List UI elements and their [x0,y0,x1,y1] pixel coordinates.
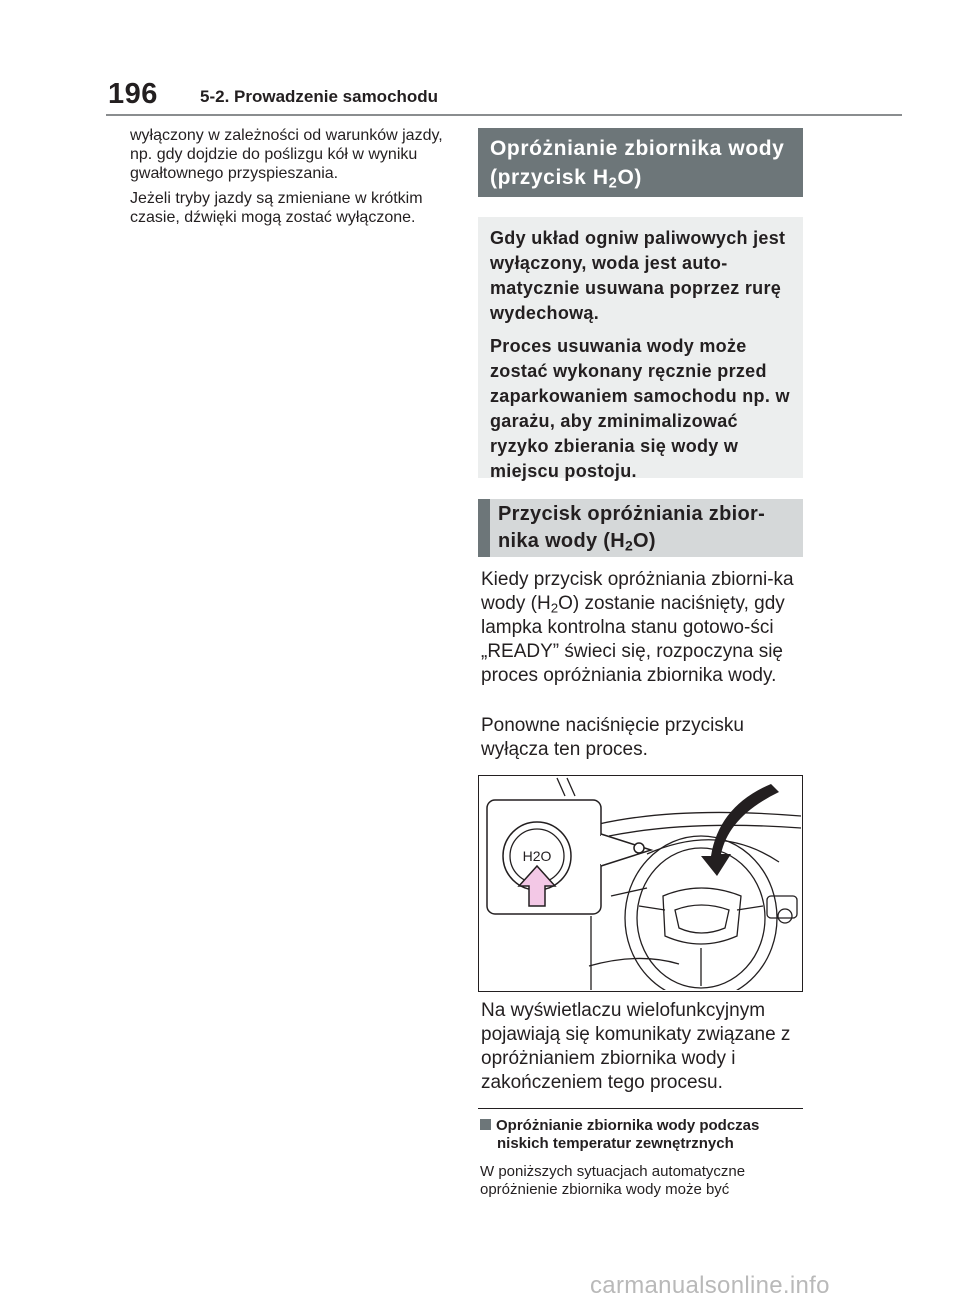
header-rule [106,114,902,116]
body-paragraph-2: Ponowne naciśnięcie przycisku wyłącza ten proces. [481,715,744,760]
left-paragraph-2: Jeżeli tryby jazdy są zmieniane w krótkim czasie, dźwięki mogą zostać wyłączone. [130,190,423,226]
note-title-line-1: Opróżnianie zbiornika wody podczas [496,1117,760,1134]
page-number: 196 [108,78,158,110]
body-paragraph-1-rest: O) zostanie naciśnięty, gdy lampka kontrolna stanu gotowo-ści „READY” świeci się, rozpoczyna się proces opróżniania zbiornika wody. [481,593,785,686]
body-paragraph-1 [481,568,803,688]
section-title: 5-2. Prowadzenie samochodu [200,87,439,106]
summary-paragraph-1: Gdy układ ogniw paliwowych jest wyłączony, woda jest auto-matycznie usuwana poprzez rurę wydechową. [490,228,786,323]
body-paragraph-1-subscript: 2 [550,600,559,616]
summary-box [478,217,803,481]
button-label: H2O [522,848,552,864]
body-paragraph-1-text: Kiedy przycisk opróżniania zbiorni-ka wody (H [481,569,794,614]
note-text: W poniższych sytuacjach automatyczne opróżnienie zbiornika wody może być [480,1163,746,1198]
main-heading-text: Opróżnianie zbiornika wody (przycisk H [490,137,785,189]
watermark: carmanualsonline.info [590,1272,830,1299]
main-heading-subscript: 2 [608,175,618,192]
body-paragraph-3: Na wyświetlaczu wielofunkcyjnym pojawiają się komunikaty związane z opróżnianiem zbiornika wody i zakończeniem tego procesu. [481,1000,791,1093]
main-heading-suffix: O) [617,166,642,189]
note-rule [478,1108,803,1109]
sub-heading-suffix: O) [633,530,656,552]
sub-heading [478,499,803,557]
bullet-square-icon [480,1119,491,1130]
sub-heading-subscript: 2 [624,537,634,554]
left-column [130,126,448,233]
left-paragraph-1: wyłączony w zależności od warunków jazdy, np. gdy dojdzie do poślizgu kół w wyniku gwałtownego przyspieszania. [130,127,443,182]
sub-heading-text: Przycisk opróżniania zbior-nika wody (H [498,503,766,552]
main-heading [478,128,803,197]
summary-paragraph-2: Proces usuwania wody może zostać wykonany ręcznie przed zaparkowaniem samochodu np. w garażu, aby zminimalizować ryzyko zbierania się wody w miejscu postoju. [490,336,790,481]
note-title [480,1117,802,1153]
note-title-line-2: niskich temperatur zewnętrznych [497,1135,734,1152]
dashboard-drawing [479,776,801,990]
dashboard-illustration [478,775,803,992]
